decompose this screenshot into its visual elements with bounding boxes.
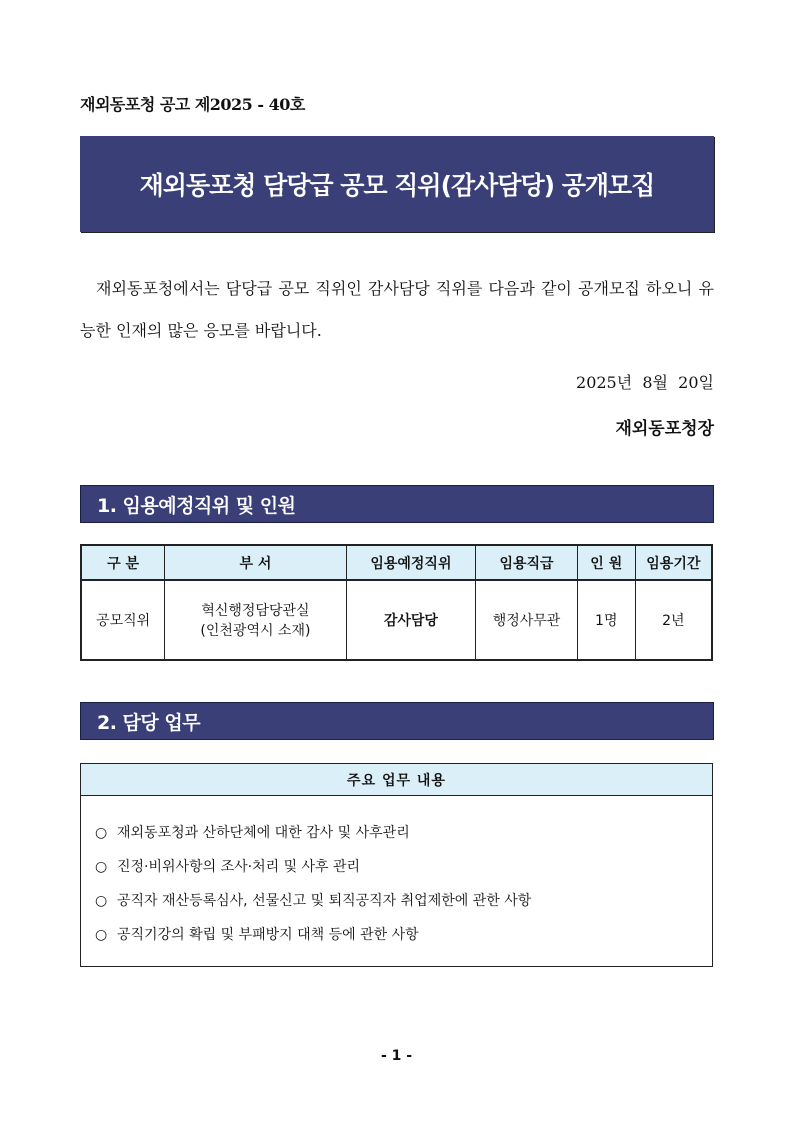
header-grade: 임용직급 — [476, 545, 578, 580]
table-row — [81, 580, 712, 660]
circle-bullet-icon: ○ — [95, 893, 108, 909]
list-item — [95, 884, 712, 918]
section-1-heading: 1. 임용예정직위 및 인원 — [80, 485, 714, 523]
duties-box — [80, 763, 713, 967]
duty-text: 진정·비위사항의 조사·처리 및 사후 관리 — [117, 859, 361, 875]
notice-number: 재외동포청 공고 제2025 - 40호 — [80, 95, 305, 114]
header-category: 구 분 — [81, 545, 165, 580]
header-department: 부 서 — [165, 545, 346, 580]
circle-bullet-icon: ○ — [95, 859, 108, 875]
section-2-heading: 2. 담당 업무 — [80, 702, 714, 740]
announcement-date: 2025년 8월 20일 — [576, 373, 714, 392]
duties-header: 주요 업무 내용 — [81, 764, 712, 796]
intro-paragraph: 재외동포청에서는 담당급 공모 직위인 감사담당 직위를 다음과 같이 공개모집 하오니 유능한 인재의 많은 응모를 바랍니다. — [80, 279, 714, 340]
cell-headcount: 1명 — [577, 580, 635, 660]
list-item — [95, 850, 712, 884]
cell-position: 감사담당 — [346, 580, 476, 660]
duty-text: 공직자 재산등록심사, 선물신고 및 퇴직공직자 취업제한에 관한 사항 — [117, 893, 532, 909]
department-location: (인천광역시 소재) — [200, 623, 311, 639]
positions-table — [80, 544, 713, 661]
page-number: - 1 - — [380, 1048, 413, 1064]
cell-department — [165, 580, 346, 660]
header-position: 임용예정직위 — [346, 545, 476, 580]
list-item — [95, 918, 712, 952]
issuer-signature: 재외동포청장 — [615, 419, 714, 439]
table-header-row — [81, 545, 712, 580]
circle-bullet-icon: ○ — [95, 927, 108, 943]
duties-list — [81, 796, 712, 952]
duty-text: 재외동포청과 산하단체에 대한 감사 및 사후관리 — [117, 825, 410, 841]
cell-grade: 행정사무관 — [476, 580, 578, 660]
department-name: 혁신행정담당관실 — [201, 603, 310, 619]
circle-bullet-icon: ○ — [95, 825, 108, 841]
cell-period: 2년 — [635, 580, 712, 660]
header-period: 임용기간 — [635, 545, 712, 580]
cell-category: 공모직위 — [81, 580, 165, 660]
list-item — [95, 816, 712, 850]
duty-text: 공직기강의 확립 및 부패방지 대책 등에 관한 사항 — [117, 927, 419, 943]
document-title: 재외동포청 담당급 공모 직위(감사담당) 공개모집 — [80, 136, 714, 232]
header-headcount: 인 원 — [577, 545, 635, 580]
